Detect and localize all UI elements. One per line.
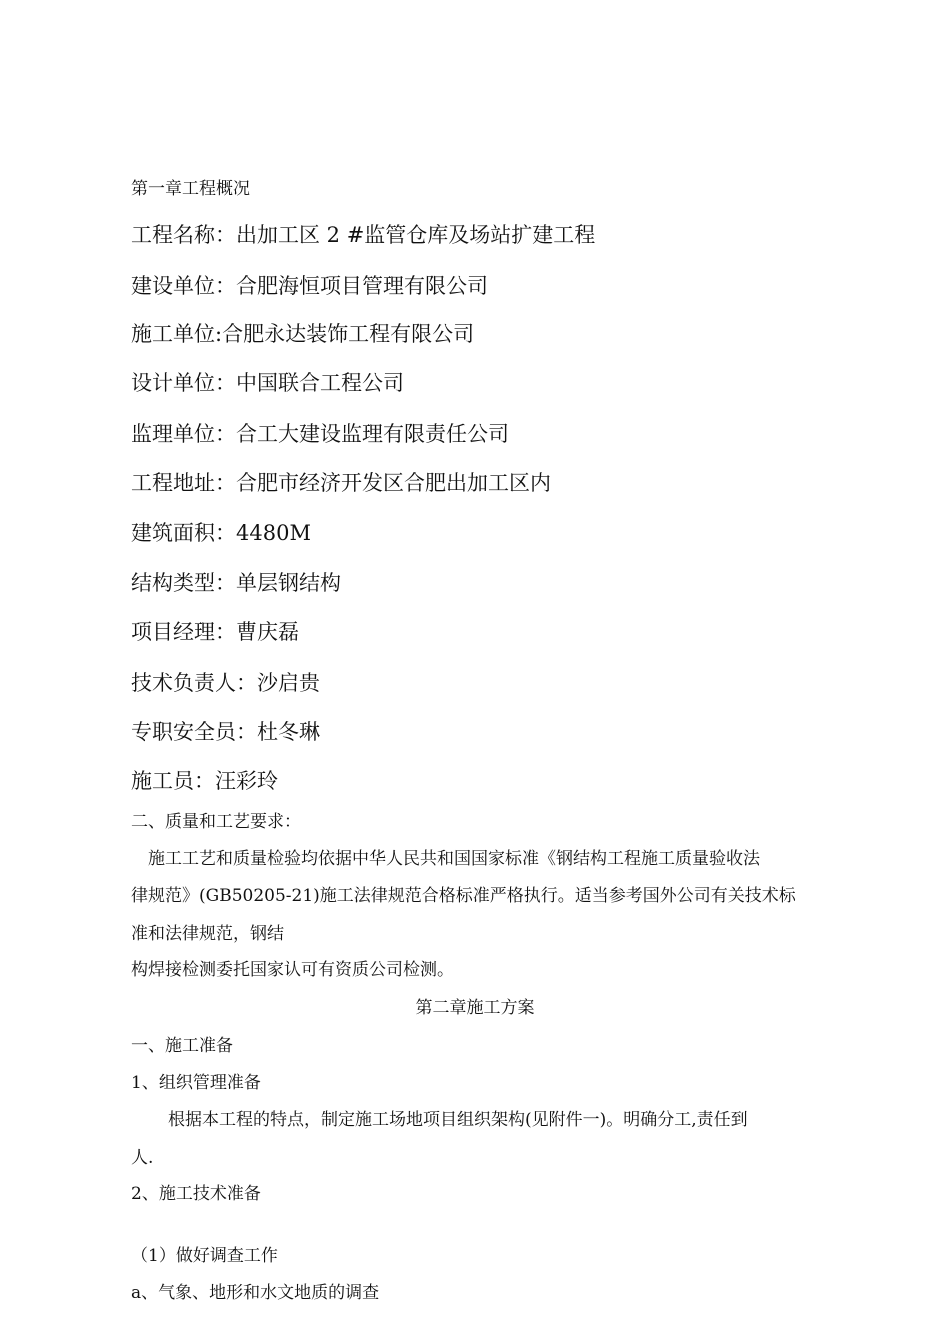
subsection-org-management: 1、组织管理准备 (131, 1073, 261, 1093)
quality-paragraph-line: 施工工艺和质量检验均依据中华人民共和国国家标准《钢结构工程施工质量验收法 (148, 849, 760, 869)
chapter2-title: 第二章施工方案 (415, 998, 535, 1018)
site-worker: 施工员：汪彩玲 (131, 769, 278, 793)
design-unit: 设计单位：中国联合工程公司 (131, 371, 404, 395)
survey-item: （1）做好调查工作 (131, 1246, 278, 1266)
safety-officer: 专职安全员：杜冬琳 (131, 720, 320, 744)
supervision-unit: 监理单位：合工大建设监理有限责任公司 (131, 422, 509, 446)
survey-subitem: a、气象、地形和水文地质的调查 (131, 1283, 380, 1303)
project-name: 工程名称：出加工区 2 #监管仓库及场站扩建工程 (131, 223, 596, 247)
section-construction-prep: 一、施工准备 (131, 1036, 233, 1056)
quality-paragraph-line: 准和法律规范，钢结 (131, 924, 284, 944)
quality-heading: 二、质量和工艺要求： (131, 812, 301, 832)
structure-type: 结构类型：单层钢结构 (131, 571, 341, 595)
technical-lead: 技术负责人：沙启贵 (131, 671, 320, 695)
builder-unit: 建设单位：合肥海恒项目管理有限公司 (131, 274, 488, 298)
project-manager: 项目经理：曹庆磊 (131, 620, 299, 644)
quality-paragraph-line: 构焊接检测委托国家认可有资质公司检测。 (131, 960, 454, 980)
building-area: 建筑面积：4480M (131, 521, 311, 545)
project-address: 工程地址：合肥市经济开发区合肥出加工区内 (131, 471, 551, 495)
org-management-paragraph-line: 人. (131, 1148, 154, 1168)
subsection-technical-prep: 2、施工技术准备 (131, 1184, 261, 1204)
construction-unit: 施工单位:合肥永达装饰工程有限公司 (131, 322, 475, 346)
chapter1-title: 第一章工程概况 (131, 179, 250, 199)
org-management-paragraph-line: 根据本工程的特点，制定施工场地项目组织架构(见附件一)。明确分工,责任到 (168, 1110, 748, 1130)
quality-paragraph-line: 律规范》(GB50205-21)施工法律规范合格标准严格执行。适当参考国外公司有关技术标 (131, 886, 796, 906)
